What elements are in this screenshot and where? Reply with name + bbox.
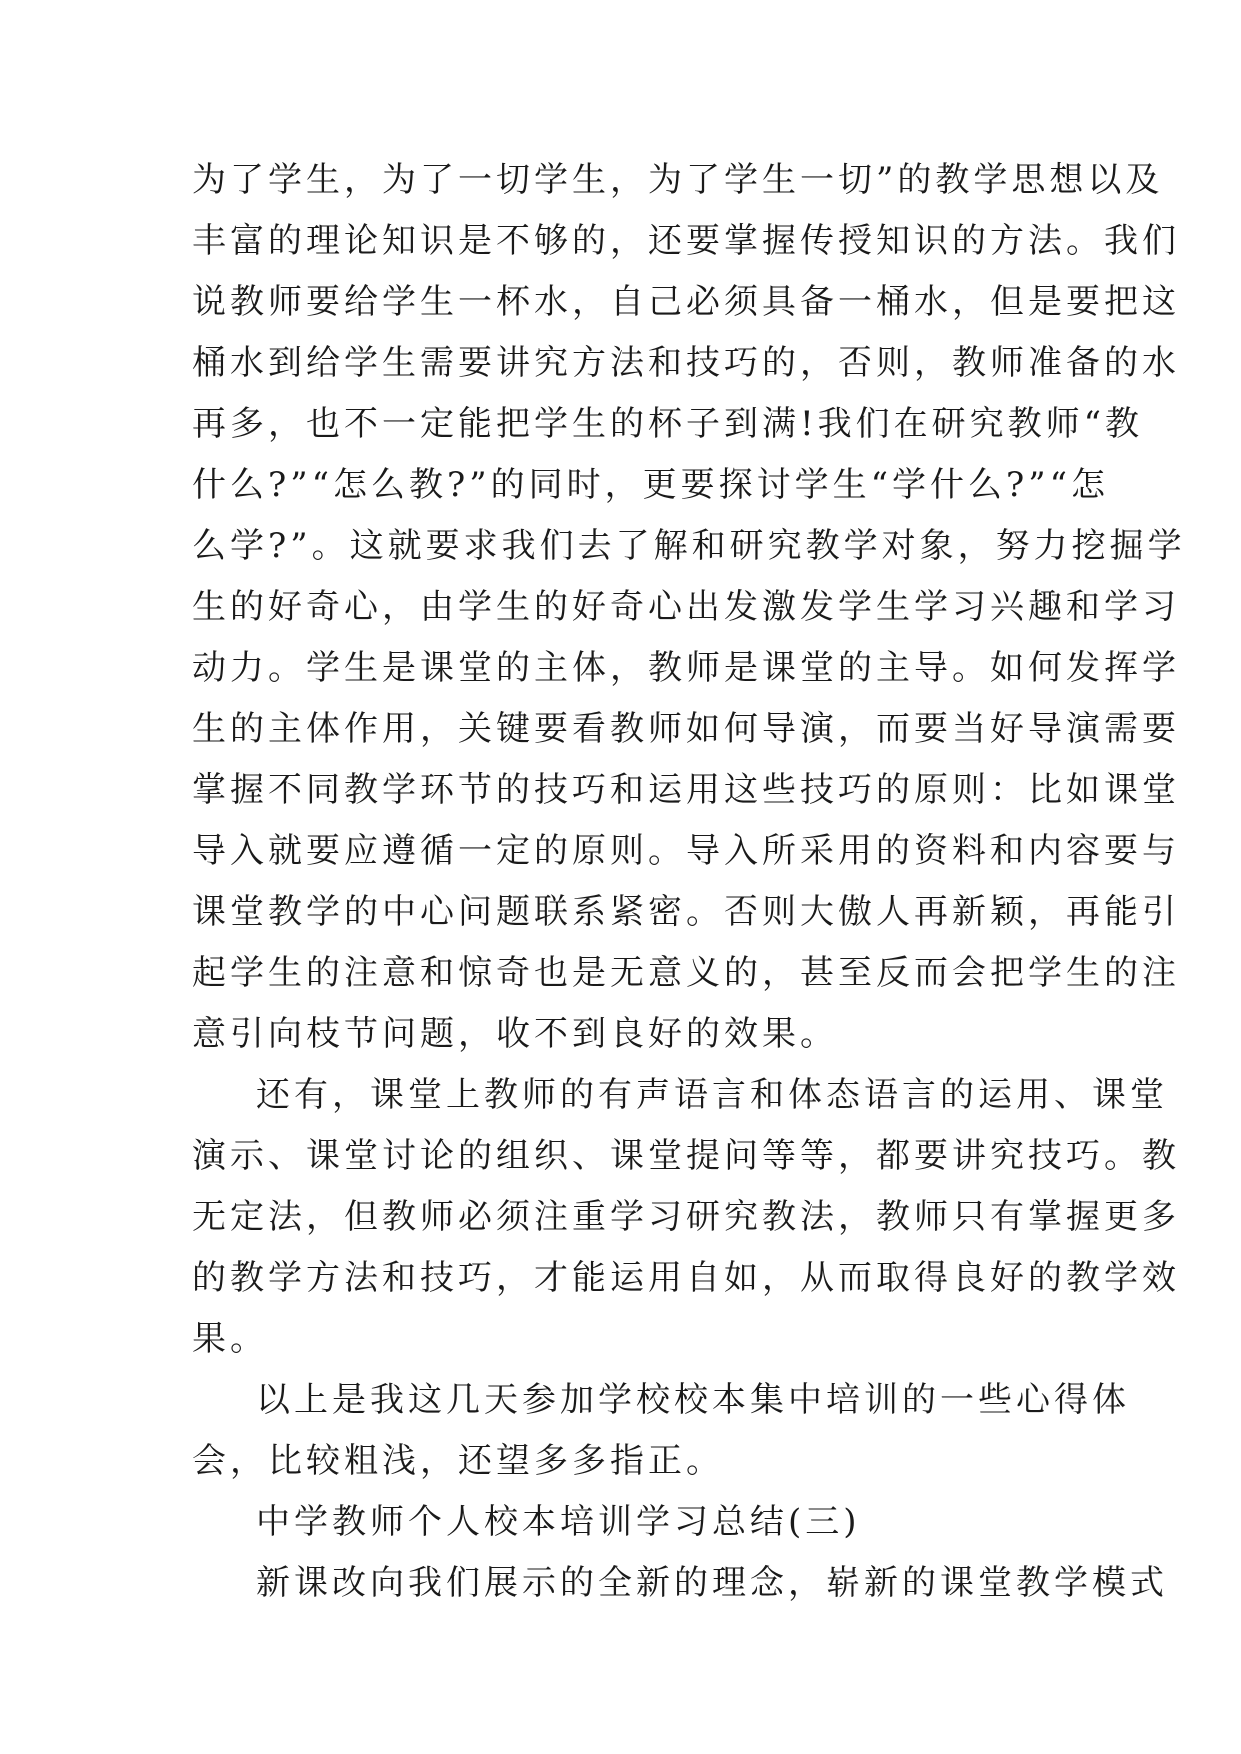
text-line: 意引向枝节问题，收不到良好的效果。 [192, 1014, 838, 1054]
text-line: 动力。学生是课堂的主体，教师是课堂的主导。如何发挥学 [192, 648, 1180, 688]
text-line: 么学?”。这就要求我们去了解和研究教学对象，努力挖掘学 [192, 526, 1186, 566]
text-line: 演示、课堂讨论的组织、课堂提问等等，都要讲究技巧。教 [192, 1136, 1180, 1176]
text-line: 桶水到给学生需要讲究方法和技巧的，否则，教师准备的水 [192, 343, 1180, 383]
text-line: 说教师要给学生一杯水，自己必须具备一桶水，但是要把这 [192, 282, 1180, 322]
text-line: 无定法，但教师必须注重学习研究教法，教师只有掌握更多 [192, 1197, 1180, 1237]
text-line: 课堂教学的中心问题联系紧密。否则大傲人再新颖，再能引 [192, 892, 1180, 932]
text-line: 掌握不同教学环节的技巧和运用这些技巧的原则：比如课堂 [192, 770, 1180, 810]
text-line: 丰富的理论知识是不够的，还要掌握传授知识的方法。我们 [192, 221, 1180, 261]
paragraph-start-line: 新课改向我们展示的全新的理念，崭新的课堂教学模式 [256, 1563, 1168, 1603]
section-heading: 中学教师个人校本培训学习总结(三) [256, 1502, 861, 1542]
text-line: 为了学生，为了一切学生，为了学生一切”的教学思想以及 [192, 160, 1164, 200]
text-line: 生的好奇心，由学生的好奇心出发激发学生学习兴趣和学习 [192, 587, 1180, 627]
text-line: 会，比较粗浅，还望多多指正。 [192, 1441, 724, 1481]
text-line: 生的主体作用，关键要看教师如何导演，而要当好导演需要 [192, 709, 1180, 749]
text-line: 果。 [192, 1319, 268, 1359]
text-line: 什么?”“怎么教?”的同时，更要探讨学生“学什么?”“怎 [192, 465, 1109, 505]
paragraph-start-line: 还有，课堂上教师的有声语言和体态语言的运用、课堂 [256, 1075, 1168, 1115]
document-body [192, 150, 1186, 1614]
paragraph-start-line: 以上是我这几天参加学校校本集中培训的一些心得体 [256, 1380, 1130, 1420]
text-line: 再多，也不一定能把学生的杯子到满!我们在研究教师“教 [192, 404, 1144, 444]
text-line: 的教学方法和技巧，才能运用自如，从而取得良好的教学效 [192, 1258, 1180, 1298]
text-line: 起学生的注意和惊奇也是无意义的，甚至反而会把学生的注 [192, 953, 1180, 993]
text-line: 导入就要应遵循一定的原则。导入所采用的资料和内容要与 [192, 831, 1180, 871]
